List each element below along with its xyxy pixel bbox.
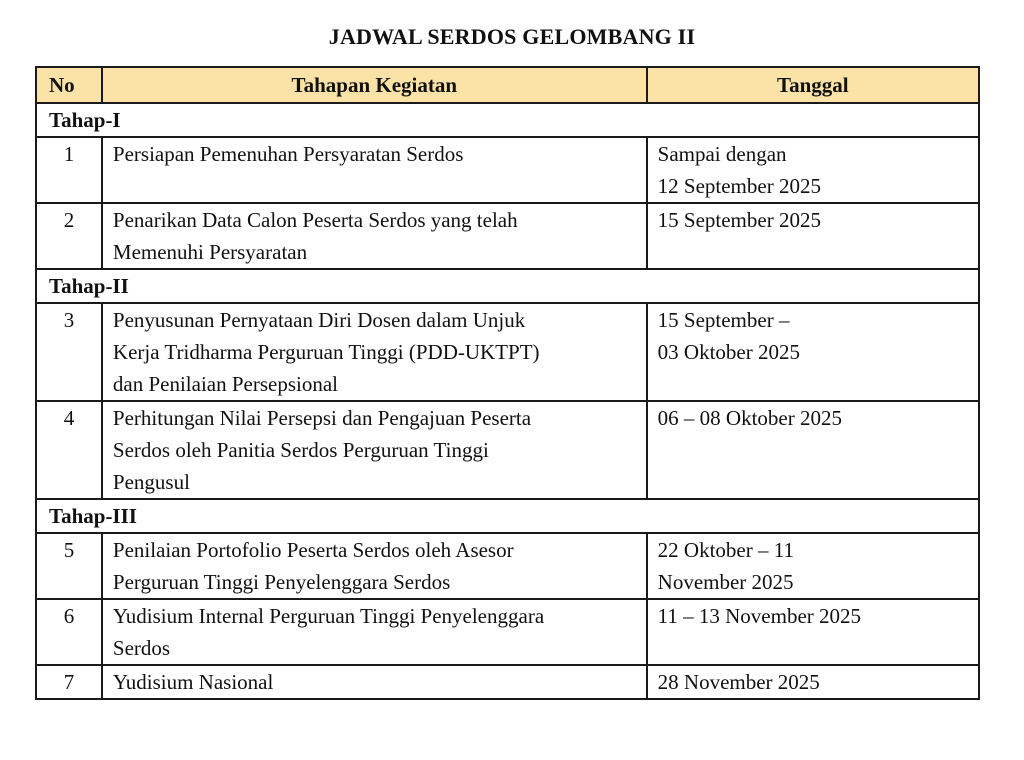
tanggal-line: 12 September 2025 xyxy=(657,174,821,198)
table-row xyxy=(36,203,979,269)
cell-tanggal xyxy=(647,533,979,599)
tanggal-line: 06 – 08 Oktober 2025 xyxy=(657,406,842,430)
cell-no: 6 xyxy=(36,599,102,665)
phase-row xyxy=(36,499,979,533)
header-tanggal: Tanggal xyxy=(647,67,979,103)
kegiatan-line: Perhitungan Nilai Persepsi dan Pengajuan Peserta xyxy=(112,406,532,430)
cell-no: 4 xyxy=(36,401,102,499)
cell-no: 2 xyxy=(36,203,102,269)
header-no: No xyxy=(36,67,102,103)
cell-no: 5 xyxy=(36,533,102,599)
kegiatan-line: Memenuhi Persyaratan xyxy=(112,240,308,264)
kegiatan-line: Yudisium Nasional xyxy=(112,670,274,694)
cell-tanggal xyxy=(647,401,979,499)
cell-kegiatan xyxy=(102,599,647,665)
table-row xyxy=(36,137,979,203)
cell-tanggal xyxy=(647,599,979,665)
table-row xyxy=(36,665,979,699)
cell-kegiatan xyxy=(102,203,647,269)
kegiatan-line: Penilaian Portofolio Peserta Serdos oleh Asesor xyxy=(112,538,514,562)
cell-kegiatan xyxy=(102,533,647,599)
kegiatan-line: Serdos oleh Panitia Serdos Perguruan Tinggi xyxy=(112,438,489,462)
table-row xyxy=(36,303,979,401)
cell-kegiatan xyxy=(102,303,647,401)
cell-no: 7 xyxy=(36,665,102,699)
kegiatan-line: Kerja Tridharma Perguruan Tinggi (PDD-UKTPT) xyxy=(112,340,540,364)
tanggal-line: 28 November 2025 xyxy=(657,670,820,694)
tanggal-line: November 2025 xyxy=(657,570,794,594)
cell-kegiatan xyxy=(102,401,647,499)
cell-tanggal xyxy=(647,203,979,269)
cell-tanggal xyxy=(647,665,979,699)
kegiatan-line: dan Penilaian Persepsional xyxy=(112,372,339,396)
tanggal-line: 22 Oktober – 11 xyxy=(657,538,794,562)
tanggal-line: 15 September – xyxy=(657,308,790,332)
phase-label: Tahap-III xyxy=(36,499,979,533)
header-kegiatan: Tahapan Kegiatan xyxy=(102,67,647,103)
kegiatan-line: Persiapan Pemenuhan Persyaratan Serdos xyxy=(112,142,464,166)
page-title: JADWAL SERDOS GELOMBANG II xyxy=(328,24,696,49)
tanggal-line: 03 Oktober 2025 xyxy=(657,340,800,364)
kegiatan-line: Penyusunan Pernyataan Diri Dosen dalam Unjuk xyxy=(112,308,526,332)
table-row xyxy=(36,533,979,599)
table-row xyxy=(36,401,979,499)
cell-no: 3 xyxy=(36,303,102,401)
cell-tanggal xyxy=(647,137,979,203)
cell-kegiatan xyxy=(102,137,647,203)
tanggal-line: 11 – 13 November 2025 xyxy=(657,604,862,628)
phase-label: Tahap-I xyxy=(36,103,979,137)
table-row xyxy=(36,599,979,665)
phase-label: Tahap-II xyxy=(36,269,979,303)
kegiatan-line: Penarikan Data Calon Peserta Serdos yang telah xyxy=(112,208,518,232)
kegiatan-line: Perguruan Tinggi Penyelenggara Serdos xyxy=(112,570,451,594)
table-header-row xyxy=(36,67,979,103)
cell-tanggal xyxy=(647,303,979,401)
phase-row xyxy=(36,269,979,303)
kegiatan-line: Yudisium Internal Perguruan Tinggi Penyelenggara xyxy=(112,604,545,628)
cell-kegiatan xyxy=(102,665,647,699)
schedule-table xyxy=(35,66,980,700)
tanggal-line: Sampai dengan xyxy=(657,142,787,166)
cell-no: 1 xyxy=(36,137,102,203)
tanggal-line: 15 September 2025 xyxy=(657,208,821,232)
kegiatan-line: Serdos xyxy=(112,636,171,660)
schedule-body xyxy=(36,103,979,699)
kegiatan-line: Pengusul xyxy=(112,470,190,494)
phase-row xyxy=(36,103,979,137)
